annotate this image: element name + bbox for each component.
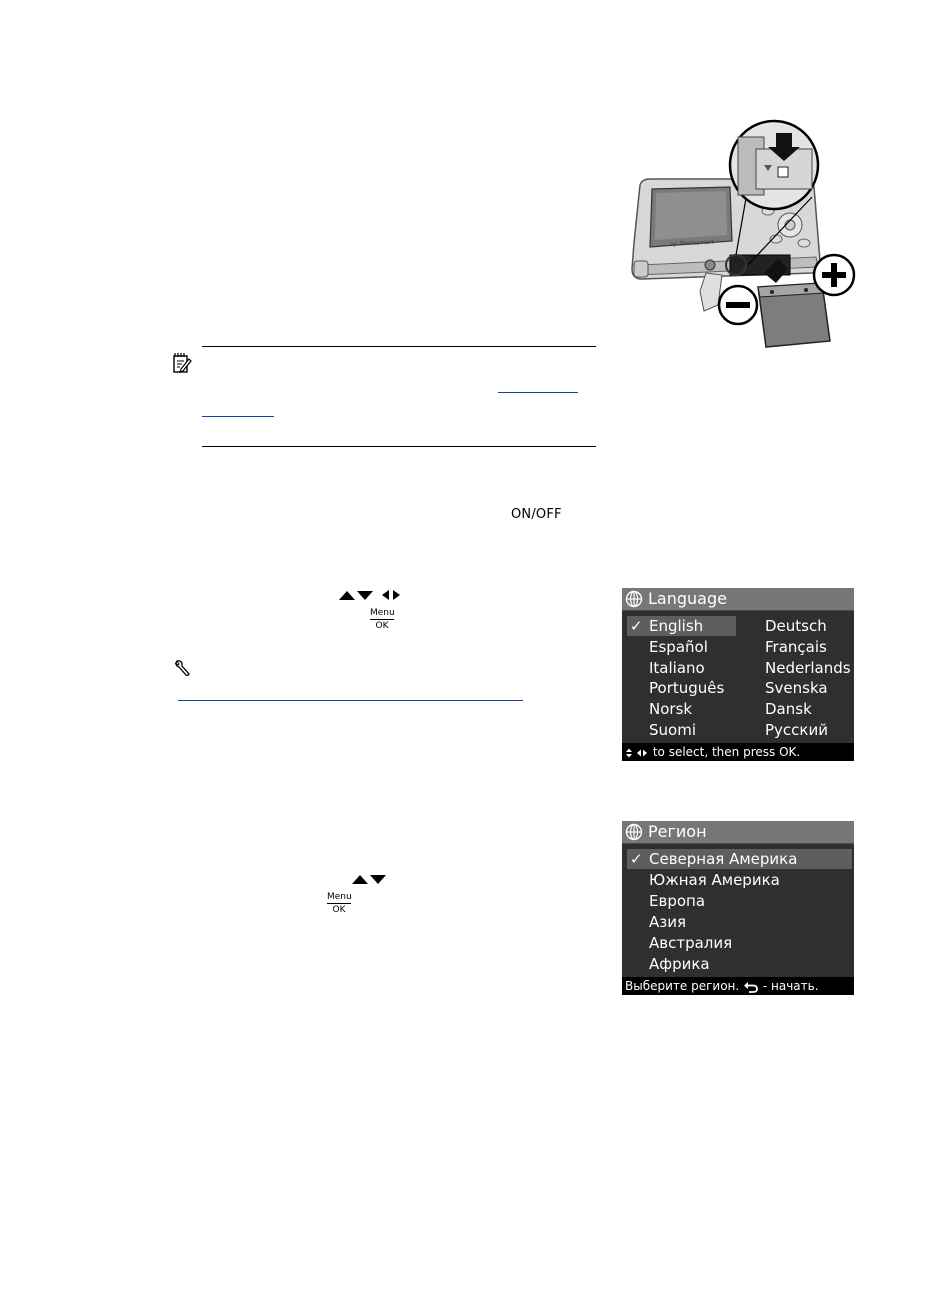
camera-battery-illustration bbox=[626, 115, 862, 355]
ok-label-region: OK bbox=[332, 905, 346, 915]
region-option-africa[interactable]: Африка bbox=[649, 955, 710, 973]
on-off-button-label: ON/OFF bbox=[511, 507, 562, 522]
region-title: Регион bbox=[648, 822, 707, 841]
language-option-francais[interactable]: Français bbox=[765, 638, 827, 656]
note-icon bbox=[172, 352, 192, 374]
language-titlebar bbox=[622, 588, 854, 611]
menu-label: Menu bbox=[370, 608, 395, 618]
language-footer bbox=[622, 743, 854, 761]
language-option-norsk[interactable]: Norsk bbox=[649, 700, 693, 718]
region-option-asia[interactable]: Азия bbox=[649, 913, 687, 931]
menu-ok-button-glyph bbox=[370, 608, 394, 631]
language-option-portugues[interactable]: Português bbox=[649, 679, 725, 697]
note-link-underline-1[interactable] bbox=[498, 392, 578, 393]
language-option-nederlands[interactable]: Nederlands bbox=[765, 659, 851, 677]
globe-icon bbox=[625, 823, 643, 841]
note-top-rule bbox=[202, 346, 596, 347]
language-option-espanol[interactable]: Español bbox=[649, 638, 708, 656]
language-option-italiano[interactable]: Italiano bbox=[649, 659, 705, 677]
note-link-underline-2[interactable] bbox=[202, 416, 274, 417]
language-option-english[interactable]: English bbox=[649, 617, 704, 635]
region-footer-text-after: - начать. bbox=[762, 979, 819, 993]
note-bottom-rule bbox=[202, 446, 596, 447]
svg-text:hp Photosmart: hp Photosmart bbox=[669, 238, 715, 248]
region-titlebar bbox=[622, 821, 854, 844]
region-screen bbox=[622, 821, 854, 995]
checkmark-icon: ✓ bbox=[630, 617, 643, 635]
back-arrow-icon bbox=[743, 981, 759, 993]
language-option-suomi[interactable]: Suomi bbox=[649, 721, 696, 739]
region-footer-text-before: Выберите регион. bbox=[625, 979, 740, 993]
wrench-icon bbox=[174, 659, 190, 677]
region-option-south-america[interactable]: Южная Америка bbox=[649, 871, 780, 889]
arrow-up-down-left-right-icon bbox=[337, 588, 403, 602]
region-option-europe[interactable]: Европа bbox=[649, 892, 706, 910]
language-option-dansk[interactable]: Dansk bbox=[765, 700, 812, 718]
language-option-svenska[interactable]: Svenska bbox=[765, 679, 828, 697]
tip-link-underline[interactable] bbox=[178, 700, 523, 701]
checkmark-icon: ✓ bbox=[630, 850, 643, 868]
region-option-australia[interactable]: Австралия bbox=[649, 934, 733, 952]
ok-label: OK bbox=[375, 621, 389, 631]
menu-ok-button-glyph-region bbox=[327, 892, 351, 915]
arrow-up-down-icon bbox=[350, 873, 388, 885]
language-title: Language bbox=[648, 589, 727, 608]
language-screen bbox=[622, 588, 854, 761]
arrow-up-down-left-right-icon bbox=[625, 748, 649, 758]
menu-label-region: Menu bbox=[327, 892, 352, 902]
language-option-deutsch[interactable]: Deutsch bbox=[765, 617, 827, 635]
region-footer bbox=[622, 977, 854, 995]
language-option-russian[interactable]: Русский bbox=[765, 721, 828, 739]
region-option-north-america[interactable]: Северная Америка bbox=[649, 850, 798, 868]
globe-icon bbox=[625, 590, 643, 608]
language-footer-text: to select, then press OK. bbox=[652, 745, 801, 759]
